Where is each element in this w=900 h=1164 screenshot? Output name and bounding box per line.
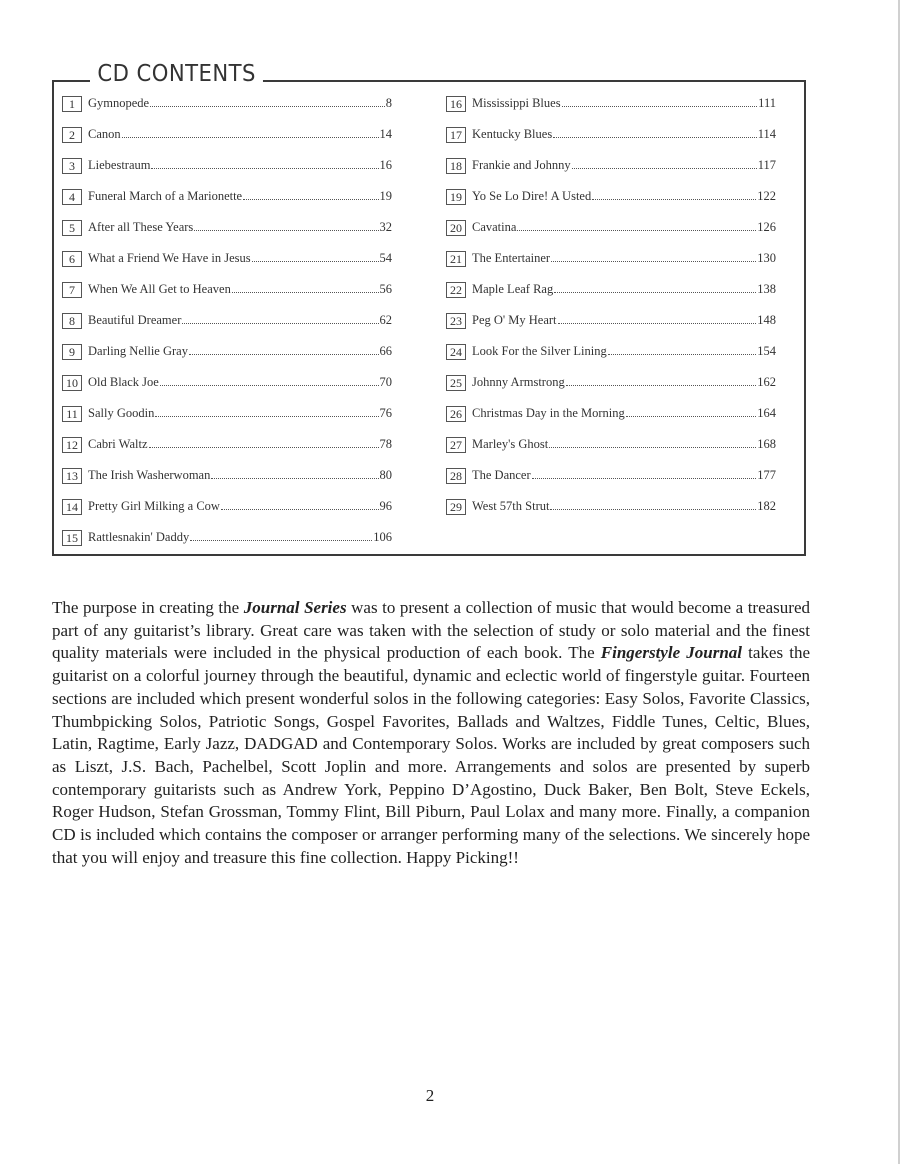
track-title: Cavatina (472, 220, 517, 234)
track-number: 8 (62, 313, 82, 329)
track-number: 15 (62, 530, 82, 546)
track-title: Peg O' My Heart (472, 313, 557, 327)
track-number: 25 (446, 375, 466, 391)
series-title: Journal Series (243, 598, 347, 617)
track-number: 28 (446, 468, 466, 484)
dot-leader (551, 261, 756, 262)
dot-leader (550, 509, 756, 510)
track-title: Mississippi Blues (472, 96, 561, 110)
track-page: 130 (757, 251, 776, 265)
track-row (446, 398, 776, 429)
track-number: 11 (62, 406, 82, 422)
track-title: Gymnopede (88, 96, 150, 110)
track-title: Frankie and Johnny (472, 158, 571, 172)
track-page: 122 (757, 189, 776, 203)
track-page: 96 (379, 499, 392, 513)
track-row (446, 212, 776, 243)
track-page: 148 (757, 313, 776, 327)
track-page: 168 (757, 437, 776, 451)
track-number: 24 (446, 344, 466, 360)
track-row (446, 150, 776, 181)
track-page: 154 (757, 344, 776, 358)
track-page: 14 (379, 127, 392, 141)
track-number: 10 (62, 375, 82, 391)
track-row (62, 150, 392, 181)
track-row (446, 274, 776, 305)
track-row (62, 460, 392, 491)
dot-leader (160, 385, 379, 386)
track-row (62, 367, 392, 398)
track-row (62, 305, 392, 336)
dot-leader (221, 509, 379, 510)
dot-leader (190, 540, 372, 541)
intro-text: takes the guitarist on a colorful journey through the beautiful, dynamic and eclectic world of fingerstyle guitar. Fourteen sections are included which present wonderful solos in the following categories: Easy Solos, Favorite Classics, Thumbpicking Solos, Patriotic Songs, Gospel Favorites, Ballads and Waltzes, Fiddle Tunes, Celtic, Blues, Latin, Ragtime, Early Jazz, DADGAD and Contemporary Solos. Works are included by great composers such as Liszt, J.S. Bach, Pachelbel, Scott Joplin and more. Arrangements and solos are presented by superb contemporary guitarists such as Andrew York, Peppino D’Agostino, Duck Baker, Ben Bolt, Steve Eckels, Roger Hudson, Stefan Grossman, Tommy Flint, Bill Piburn, Paul Lolax and many more. Finally, a companion CD is included which contains the composer or arranger performing many of the selections. We sincerely hope that you will enjoy and treasure this fine collection. Happy Picking!! (52, 643, 810, 867)
dot-leader (532, 478, 757, 479)
track-page: 66 (379, 344, 392, 358)
dot-leader (155, 416, 378, 417)
track-title: The Entertainer (472, 251, 551, 265)
track-list-right (446, 88, 776, 522)
track-title: Liebestraum (88, 158, 151, 172)
track-page: 54 (379, 251, 392, 265)
track-number: 17 (446, 127, 466, 143)
track-number: 18 (446, 158, 466, 174)
track-title: What a Friend We Have in Jesus (88, 251, 251, 265)
track-page: 32 (379, 220, 392, 234)
track-title: After all These Years (88, 220, 194, 234)
track-row (446, 88, 776, 119)
intro-paragraph (52, 597, 810, 869)
track-number: 21 (446, 251, 466, 267)
track-number: 9 (62, 344, 82, 360)
page-number: 2 (425, 1086, 435, 1105)
track-page: 19 (379, 189, 392, 203)
track-row (446, 181, 776, 212)
track-number: 12 (62, 437, 82, 453)
track-row (446, 243, 776, 274)
track-page: 106 (373, 530, 392, 544)
track-number: 20 (446, 220, 466, 236)
track-page: 177 (757, 468, 776, 482)
dot-leader (592, 199, 756, 200)
track-title: When We All Get to Heaven (88, 282, 231, 296)
track-row (62, 429, 392, 460)
track-number: 2 (62, 127, 82, 143)
track-row (62, 491, 392, 522)
dot-leader (558, 323, 757, 324)
track-page: 114 (757, 127, 776, 141)
track-number: 6 (62, 251, 82, 267)
dot-leader (232, 292, 379, 293)
track-title: Christmas Day in the Morning (472, 406, 625, 420)
track-title: Canon (88, 127, 121, 141)
track-row (446, 367, 776, 398)
track-title: The Irish Washerwoman (88, 468, 211, 482)
cd-contents-title: CD CONTENTS (90, 58, 263, 90)
intro-text: The purpose in creating the (52, 598, 244, 617)
dot-leader (566, 385, 757, 386)
track-number: 13 (62, 468, 82, 484)
track-title: Beautiful Dreamer (88, 313, 182, 327)
track-page: 126 (757, 220, 776, 234)
track-page: 78 (379, 437, 392, 451)
track-title: Pretty Girl Milking a Cow (88, 499, 220, 513)
track-row (446, 491, 776, 522)
track-page: 70 (379, 375, 392, 389)
book-title: Fingerstyle Journal (600, 643, 743, 663)
track-number: 22 (446, 282, 466, 298)
dot-leader (182, 323, 378, 324)
track-number: 23 (446, 313, 466, 329)
track-row (62, 274, 392, 305)
track-page: 16 (379, 158, 392, 172)
track-page: 8 (385, 96, 392, 110)
track-number: 3 (62, 158, 82, 174)
track-number: 29 (446, 499, 466, 515)
dot-leader (626, 416, 756, 417)
dot-leader (211, 478, 378, 479)
track-title: Rattlesnakin' Daddy (88, 530, 190, 544)
track-number: 1 (62, 96, 82, 112)
dot-leader (553, 137, 757, 138)
dot-leader (150, 106, 385, 107)
dot-leader (189, 354, 379, 355)
track-row (62, 88, 392, 119)
dot-leader (243, 199, 378, 200)
track-number: 27 (446, 437, 466, 453)
track-title: West 57th Strut (472, 499, 550, 513)
dot-leader (252, 261, 379, 262)
track-row (62, 336, 392, 367)
track-title: Kentucky Blues (472, 127, 553, 141)
track-row (446, 460, 776, 491)
track-number: 7 (62, 282, 82, 298)
track-row (446, 119, 776, 150)
track-number: 19 (446, 189, 466, 205)
track-number: 16 (446, 96, 466, 112)
track-page: 80 (379, 468, 392, 482)
track-row (62, 212, 392, 243)
track-title: Darling Nellie Gray (88, 344, 188, 358)
track-row (446, 336, 776, 367)
track-number: 5 (62, 220, 82, 236)
track-page: 138 (757, 282, 776, 296)
dot-leader (151, 168, 378, 169)
track-number: 14 (62, 499, 82, 515)
track-page: 117 (757, 158, 776, 172)
dot-leader (122, 137, 379, 138)
track-title: Marley's Ghost (472, 437, 549, 451)
track-page: 56 (379, 282, 392, 296)
track-row (446, 305, 776, 336)
track-page: 76 (379, 406, 392, 420)
dot-leader (549, 447, 756, 448)
track-title: Yo Se Lo Dire! A Usted (472, 189, 592, 203)
track-page: 162 (757, 375, 776, 389)
track-title: Maple Leaf Rag (472, 282, 554, 296)
track-page: 182 (757, 499, 776, 513)
dot-leader (562, 106, 758, 107)
track-title: Look For the Silver Lining (472, 344, 607, 358)
track-title: Funeral March of a Marionette (88, 189, 243, 203)
track-row (62, 181, 392, 212)
track-row (62, 522, 392, 553)
dot-leader (554, 292, 756, 293)
track-title: Sally Goodin (88, 406, 155, 420)
track-number: 26 (446, 406, 466, 422)
track-row (62, 119, 392, 150)
dot-leader (194, 230, 378, 231)
track-row (446, 429, 776, 460)
track-list-left (62, 88, 392, 553)
dot-leader (572, 168, 757, 169)
track-page: 111 (758, 96, 776, 110)
track-title: Old Black Joe (88, 375, 159, 389)
intro-text: was to present a collection of music that would become a treasured part of any guitarist’s library. Great care was taken with the selection of study or solo material and the finest quality materials were included in the physical production of each book. The (52, 598, 811, 663)
dot-leader (517, 230, 756, 231)
track-title: Johnny Armstrong (472, 375, 565, 389)
track-page: 164 (757, 406, 776, 420)
track-row (62, 243, 392, 274)
track-page: 62 (379, 313, 392, 327)
track-number: 4 (62, 189, 82, 205)
dot-leader (608, 354, 757, 355)
dot-leader (149, 447, 379, 448)
track-row (62, 398, 392, 429)
track-title: Cabri Waltz (88, 437, 148, 451)
track-title: The Dancer (472, 468, 531, 482)
